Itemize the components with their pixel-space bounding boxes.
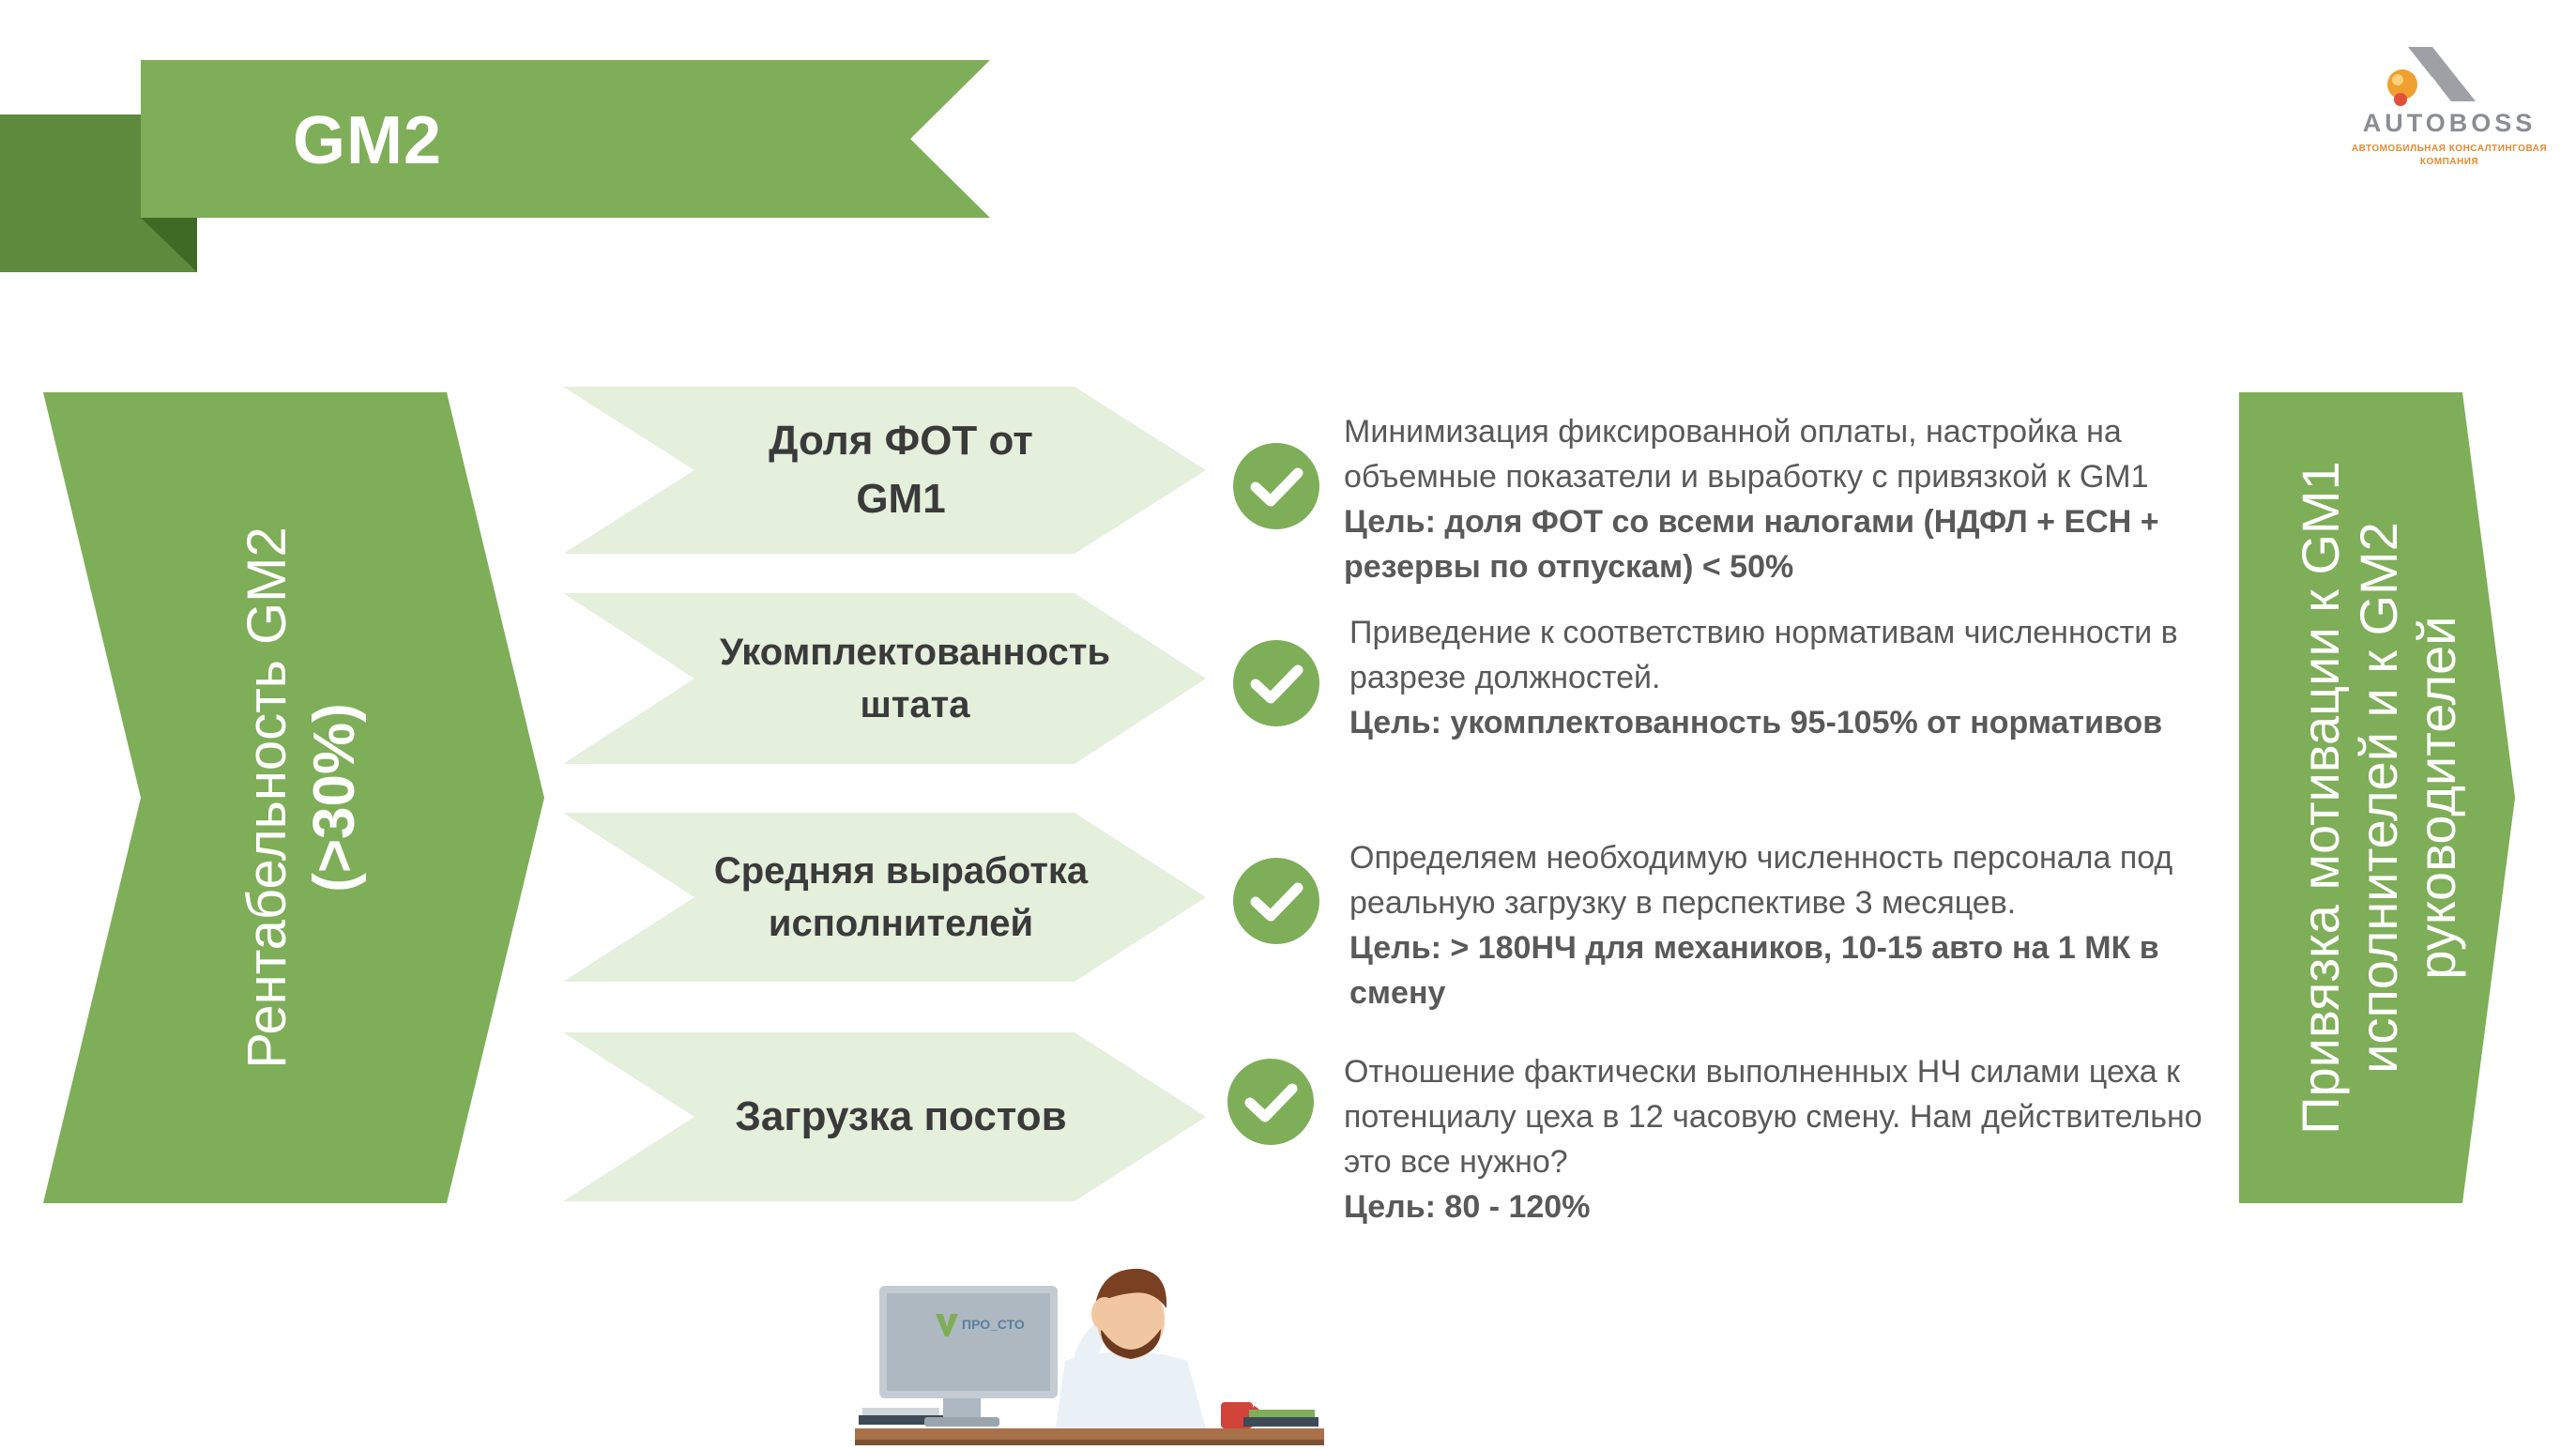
check-icon — [1231, 441, 1321, 531]
item-label: Загрузка постов — [735, 1093, 1067, 1139]
item-description: Минимизация фиксированной оплаты, настройка на объемные показатели и выработку с привязкой к GM1 Цель: доля ФОТ со всеми налогами (НДФЛ + ЕСН + резервы по отпускам) < 50% — [1344, 414, 2159, 585]
logo-name: AUTOBOSS — [2362, 109, 2537, 137]
item-label: Укомплектованность штата — [719, 632, 1111, 725]
item-label: Доля ФОТ от GM1 — [769, 418, 1033, 522]
page-title: GM2 — [293, 103, 443, 178]
right-result-line1: Привязка мотивации к GM1 — [2291, 461, 2350, 1135]
left-goal-line1: Рентабельность GM2 — [236, 527, 297, 1069]
title-ribbon — [0, 0, 1032, 282]
right-result-line2: исполнителей и к GM2 — [2349, 522, 2408, 1074]
tired-man-at-computer-icon — [849, 1248, 1337, 1450]
logo-tagline: АВТОМОБИЛЬНАЯ КОНСАЛТИНГОВАЯ КОМПАНИЯ — [2351, 144, 2548, 167]
right-result-line3: руководителей — [2407, 616, 2466, 980]
check-icon — [1231, 856, 1321, 946]
monitor-brand: ПРО_СТО — [962, 1317, 1025, 1332]
item-description: Отношение фактически выполненных НЧ силами цеха к потенциалу цеха в 12 часовую смену. Нам действительно это все нужно? Цель: 80 - 120% — [1344, 1054, 2203, 1225]
left-goal-text — [199, 413, 405, 1183]
item-label: Средняя выработка исполнителей — [713, 850, 1089, 944]
left-goal-line2: (>30%) — [302, 703, 367, 893]
item-description: Определяем необходимую численность персонала под реальную загрузку в перспективе 3 месяцев. Цель: > 180НЧ для механиков, 10-15 авто на 1 МК в смену — [1349, 840, 2173, 1011]
check-icon — [1226, 1057, 1316, 1147]
item-description: Приведение к соответствию нормативам численности в разрезе должностей. Цель: укомплектованность 95-105% от нормативов — [1349, 615, 2178, 740]
check-icon — [1231, 638, 1321, 728]
